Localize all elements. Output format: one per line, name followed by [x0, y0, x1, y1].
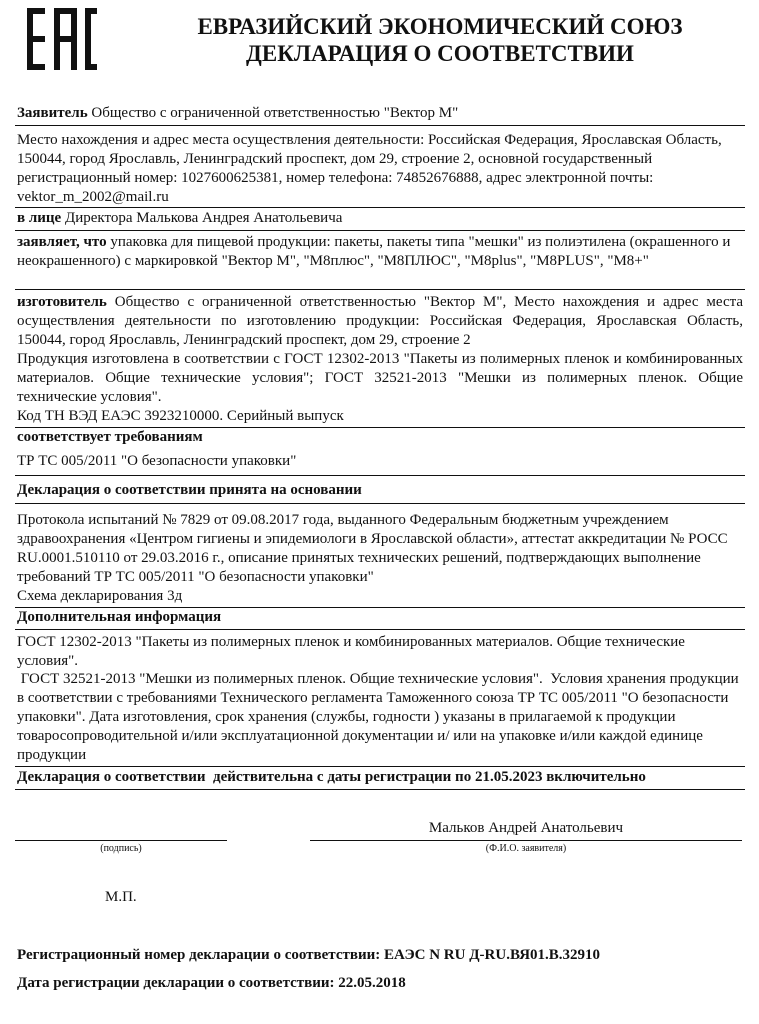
manufacturer-label: изготовитель: [17, 294, 107, 310]
hs-code: Код ТН ВЭД ЕАЭС 3923210000. Серийный выпуск: [17, 408, 344, 424]
divider: [15, 230, 745, 231]
requirements-label: соответствует требованиям: [17, 429, 203, 445]
stamp-place: М.П.: [105, 889, 137, 905]
declares-row: [17, 233, 743, 271]
basis-text: Протокола испытаний № 7829 от 09.08.2017 года, выданного Федеральным бюджетным учреждением здравоохранения «Центром гигиены и эпидемиологи в Ярославской области», аттестат аккредитации № РОСС RU.0001.510110 от 29.03.2016 г., описание принятых технических решений, подтверждающих выполнение требований ТР ТС 005/2011 "О безопасности упаковки": [17, 512, 728, 585]
divider: [15, 766, 745, 767]
manufacturer-standards: Продукция изготовлена в соответствии с ГОСТ 12302-2013 "Пакеты из полимерных пленок и комбинированных материалов. Общие технические условия"; ГОСТ 32521-2013 "Мешки из полимерных пленок. Общие технические условия".: [17, 351, 743, 405]
eac-logo: [27, 8, 97, 70]
applicant-label: Заявитель: [17, 105, 88, 121]
additional-label: Дополнительная информация: [17, 609, 222, 625]
signature-line: [15, 840, 227, 841]
divider: [15, 629, 745, 630]
document-union-title: ЕВРАЗИЙСКИЙ ЭКОНОМИЧЕСКИЙ СОЮЗ: [197, 14, 683, 39]
divider: [15, 125, 745, 126]
representative-value: Директора Малькова Андрея Анатольевича: [64, 210, 343, 226]
registration-number: Регистрационный номер декларации о соответствии: ЕАЭС N RU Д-RU.ВЯ01.В.32910: [17, 947, 601, 963]
requirements-value: ТР ТС 005/2011 "О безопасности упаковки": [17, 453, 297, 469]
representative-row: [17, 209, 743, 228]
divider: [15, 475, 745, 476]
divider: [15, 503, 745, 504]
address-text: Место нахождения и адрес места осуществления деятельности: Российская Федерация, Ярославская Область, 150044, город Ярославль, Ленинградский проспект, дом 29, строение 2, основной государственный регистрационный номер: 1027600625381, номер телефона: 74852676888, адрес электронной почты: vektor_m_2002@mail.ru: [17, 132, 722, 205]
declares-label: заявляет, что: [17, 234, 107, 250]
basis-label: Декларация о соответствии принята на основании: [17, 482, 362, 498]
fio-caption: (Ф.И.О. заявителя): [485, 843, 567, 854]
applicant-row: [17, 104, 743, 123]
additional-text-2: ГОСТ 32521-2013 "Мешки из полимерных пленок. Общие технические условия". Условия хранения продукции в соответствии с требованиями Технического регламента Таможенного союза ТР ТС 005/2011 "О безопасности упаковки". Дата изготовления, срок хранения (службы, годности ) указаны в прилагаемой к продукции товаросопроводительной и/или эксплуатационной документации и/ или на упаковке и/или каждой единице продукции: [17, 671, 743, 763]
divider: [15, 207, 745, 208]
signature-caption: (подпись): [100, 843, 142, 854]
registration-date: Дата регистрации декларации о соответствии: 22.05.2018: [17, 975, 406, 991]
additional-text-1: ГОСТ 12302-2013 "Пакеты из полимерных пленок и комбинированных материалов. Общие технические условия".: [17, 634, 685, 669]
document-title: ДЕКЛАРАЦИЯ О СООТВЕТСТВИИ: [246, 41, 634, 66]
declares-value: упаковка для пищевой продукции: пакеты, пакеты типа "мешки" из полиэтилена (окрашенного и неокрашенного) с маркировкой "Вектор М", "М8плюс", "М8ПЛЮС", "M8plus", "M8PLUS", "M8+": [17, 234, 731, 269]
divider: [15, 289, 745, 290]
representative-label: в лице: [17, 210, 62, 226]
manufacturer-row: [17, 293, 743, 350]
declaration-scheme: Схема декларирования 3д: [17, 588, 183, 604]
applicant-name: Мальков Андрей Анатольевич: [428, 820, 624, 836]
validity-text: Декларация о соответствии действительна с даты регистрации по 21.05.2023 включительно: [17, 769, 646, 785]
applicant-value: Общество с ограниченной ответственностью "Вектор М": [91, 105, 459, 121]
divider: [15, 789, 745, 790]
name-line: [310, 840, 742, 841]
manufacturer-value: Общество с ограниченной ответственностью "Вектор М", Место нахождения и адрес места осуществления деятельности по изготовлению продукции: Российская Федерация, Ярославская Область, 150044, город Ярославль, Ленинградский проспект, дом 29, строение 2: [17, 294, 744, 348]
